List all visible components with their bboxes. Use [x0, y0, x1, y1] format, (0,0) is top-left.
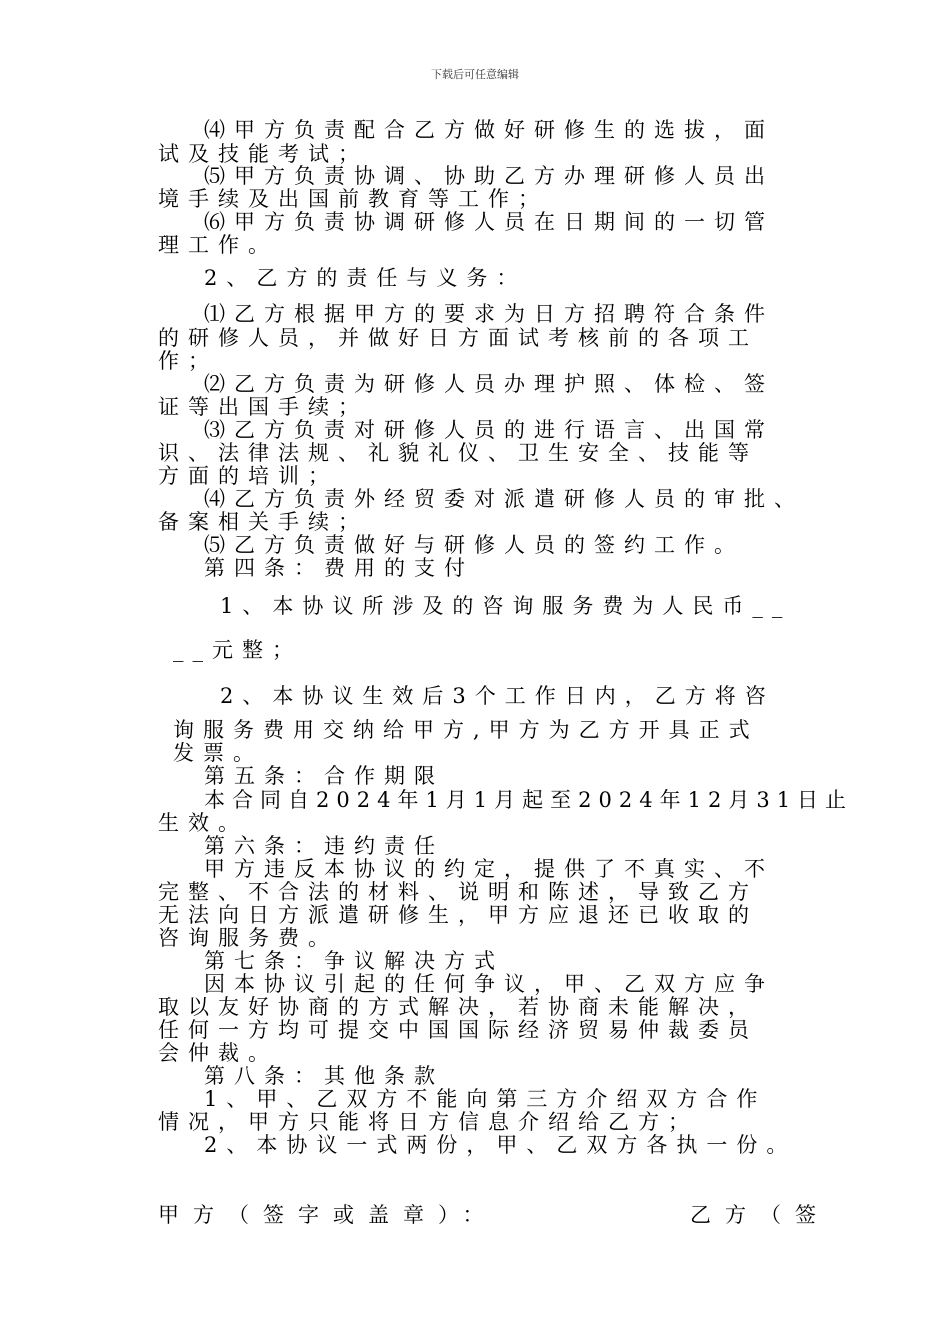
clause-line: 1、甲、乙双方不能向第三方介绍双方合作: [204, 1087, 767, 1111]
clause-line: 发票。: [173, 741, 263, 765]
clause-line: __元整；: [173, 638, 302, 662]
clause-line: 境手续及出国前教育等工作；: [158, 187, 548, 211]
page-header-note: 下载后可任意编辑: [431, 68, 519, 81]
clause-line: ⑷甲方负责配合乙方做好研修生的选拔，面: [204, 118, 774, 142]
section-heading: 2、乙方的责任与义务：: [204, 266, 527, 290]
clause-line: 备案相关手续；: [158, 510, 368, 534]
article-heading: 第八条：其他条款: [204, 1064, 444, 1088]
clause-line: 询服务费用交纳给甲方,甲方为乙方开具正式: [173, 718, 759, 742]
article-heading: 第五条：合作期限: [204, 764, 444, 788]
clause-line: ⑹甲方负责协调研修人员在日期间的一切管: [204, 210, 774, 234]
party-b-signature-label: 乙方（签: [690, 1203, 830, 1227]
clause-line: 证等出国手续；: [158, 395, 368, 419]
article-heading: 第六条：违约责任: [204, 834, 444, 858]
clause-line: ⑷乙方负责外经贸委对派遣研修人员的审批、: [204, 487, 804, 511]
clause-line: ⑶乙方负责对研修人员的进行语言、出国常: [204, 418, 774, 442]
clause-line: 生效。: [158, 811, 248, 835]
clause-line: ⑴乙方根据甲方的要求为日方招聘符合条件: [204, 302, 774, 326]
clause-line: 2、本协议生效后3个工作日内，乙方将咨: [220, 684, 775, 708]
clause-line: 识、法律法规、礼貌礼仪、卫生安全、技能等: [158, 441, 758, 465]
clause-line: 的研修人员，并做好日方面试考核前的各项工: [158, 326, 758, 350]
clause-line: 任何一方均可提交中国国际经济贸易仲裁委员: [158, 1018, 758, 1042]
clause-line: ⑸甲方负责协调、协助乙方办理研修人员出: [204, 164, 774, 188]
clause-line: 作；: [158, 349, 218, 373]
article-heading: 第七条：争议解决方式: [204, 949, 504, 973]
clause-line: 无法向日方派遣研修生，甲方应退还已收取的: [158, 903, 758, 927]
clause-line: 因本协议引起的任何争议，甲、乙双方应争: [204, 972, 774, 996]
clause-line: 理工作。: [158, 233, 278, 257]
clause-line: 会仲裁。: [158, 1041, 278, 1065]
article-heading: 第四条：费用的支付: [204, 556, 474, 580]
clause-line: 1、本协议所涉及的咨询服务费为人民币__: [220, 594, 792, 618]
clause-line: 方面的培训；: [158, 464, 338, 488]
clause-line: 本合同自2024年1月1月起至2024年12月31日止: [204, 788, 854, 812]
clause-line: 取以友好协商的方式解决，若协商未能解决，: [158, 995, 758, 1019]
clause-line: 完整、不合法的材料、说明和陈述，导致乙方: [158, 880, 758, 904]
clause-line: 试及技能考试；: [158, 142, 368, 166]
clause-line: 甲方违反本协议的约定，提供了不真实、不: [204, 857, 774, 881]
clause-line: 情况，甲方只能将日方信息介绍给乙方；: [158, 1110, 698, 1134]
clause-line: ⑸乙方负责做好与研修人员的签约工作。: [204, 533, 744, 557]
clause-line: 2、本协议一式两份，甲、乙双方各执一份。: [204, 1133, 797, 1157]
clause-line: ⑵乙方负责为研修人员办理护照、体检、签: [204, 372, 774, 396]
clause-line: 咨询服务费。: [158, 926, 338, 950]
party-a-signature-label: 甲方（签字或盖章）：: [158, 1203, 498, 1227]
